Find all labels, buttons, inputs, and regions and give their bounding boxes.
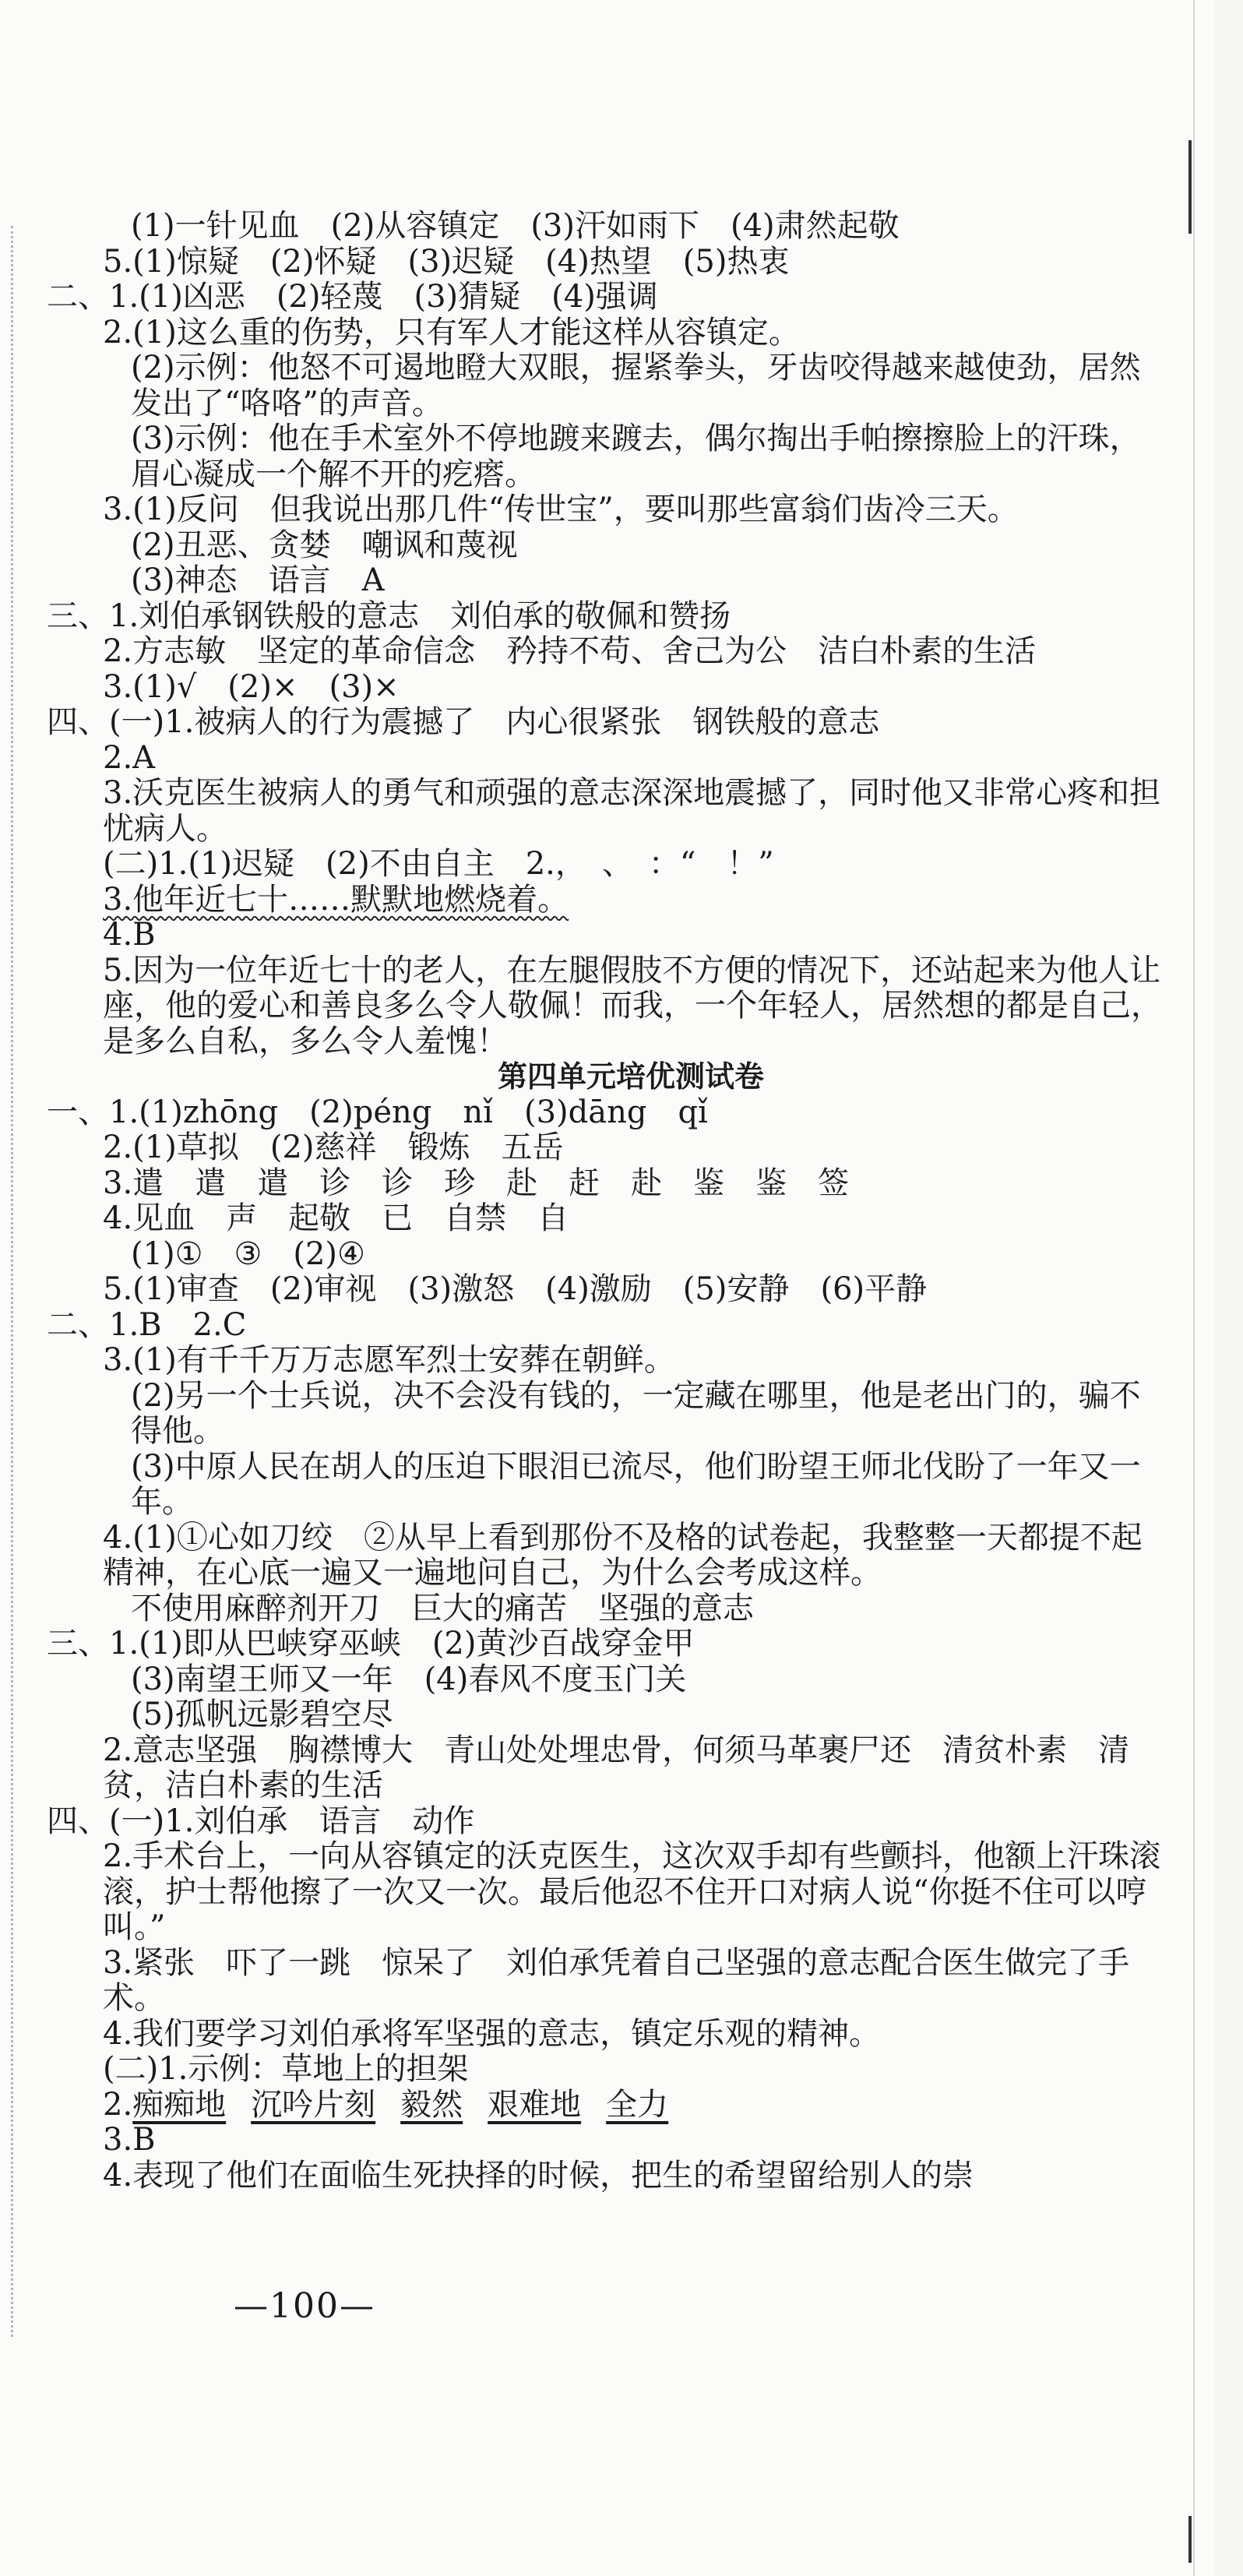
section-heading-line: 二、1.(1)凶恶 (2)轻蔑 (3)猜疑 (4)强调 — [47, 279, 658, 315]
section-title: 第四单元培优测试卷 — [497, 1059, 764, 1094]
answer-paragraph: (2)示例：他怒不可遏地瞪大双眼，握紧拳头，牙齿咬得越来越使劲，居然发出了“咯咯”的声音。 — [131, 350, 1141, 421]
wavy-underlined-quote: 3.他年近七十……默默地燃烧着。 — [103, 881, 569, 918]
underlined-word: 痴痴地 — [132, 2086, 227, 2123]
answer-line: 3.B — [103, 2122, 156, 2158]
underlined-word: 沉吟片刻 — [251, 2086, 376, 2123]
answer-paragraph: 3.(1)反问 但我说出那几件“传世宝”，要叫那些富翁们齿冷三天。 — [103, 492, 1019, 527]
answer-paragraph: 3.紧张 吓了一跳 惊呆了 刘伯承凭着自己坚强的意志配合医生做完了手术。 — [103, 1944, 1130, 2016]
answer-line: 5.(1)审查 (2)审视 (3)激怒 (4)激励 (5)安静 (6)平静 — [103, 1271, 928, 1307]
answer-paragraph: 5.因为一位年近七十的老人，在左腿假肢不方便的情况下，还站起来为他人让座，他的爱心和善良多么令人敬佩！而我，一个年轻人，居然想的都是自己，是多么自私，多么令人羞愧！ — [103, 952, 1162, 1059]
answer-line — [47, 883, 1168, 918]
answer-line: 4.见血 声 起敬 已 自禁 自 — [103, 1200, 569, 1236]
answer-line: 2.A — [103, 739, 156, 776]
item-number: 2. — [103, 2086, 133, 2123]
answer-paragraph: (3)中原人民在胡人的压迫下眼泪已流尽，他们盼望王师北伐盼了一年又一年。 — [131, 1448, 1141, 1520]
answer-line: 不使用麻醉剂开刀 巨大的痛苦 坚强的意志 — [131, 1590, 754, 1626]
underlined-word: 毅然 — [400, 2086, 463, 2123]
answer-line: (3)神态 语言 A — [131, 562, 385, 598]
underlined-word: 全力 — [606, 2086, 669, 2123]
answer-paragraph: 3.沃克医生被病人的勇气和顽强的意志深深地震撼了，同时他又非常心疼和担忧病人。 — [103, 775, 1161, 847]
answer-line: 4.表现了他们在面临生死抉择的时候，把生的希望留给别人的崇 — [103, 2157, 974, 2194]
section-heading-line: 三、1.刘伯承钢铁般的意志 刘伯承的敬佩和赞扬 — [47, 597, 731, 634]
section-heading-line: 四、(一)1.被病人的行为震撼了 内心很紧张 钢铁般的意志 — [47, 704, 880, 740]
answer-text — [47, 209, 1168, 2194]
section-heading-line: 二、1.B 2.C — [47, 1306, 247, 1343]
answer-line: (二)1.示例：草地上的担架 — [103, 2051, 469, 2087]
answer-line: 2.(1)这么重的伤势，只有军人才能这样从容镇定。 — [103, 314, 800, 351]
answer-line: 3.遣 遣 遣 诊 诊 珍 赴 赶 赴 鉴 鉴 签 — [103, 1165, 850, 1201]
answer-paragraph: (2)另一个士兵说，决不会没有钱的，一定藏在哪里，他是老出门的，骗不得他。 — [131, 1377, 1141, 1449]
answer-line: (3)南望王师又一年 (4)春风不度玉门关 — [131, 1661, 687, 1697]
answer-line: 2.(1)草拟 (2)慈祥 锻炼 五岳 — [103, 1129, 564, 1165]
answer-paragraph: (3)示例：他在手术室外不停地踱来踱去，偶尔掏出手帕擦擦脸上的汗珠，眉心凝成一个解不开的疙瘩。 — [131, 421, 1141, 492]
page-number: —100— — [234, 2286, 375, 2326]
section-heading-line: 三、1.(1)即从巴峡穿巫峡 (2)黄沙百战穿金甲 — [47, 1626, 695, 1662]
answer-line — [47, 2088, 1168, 2123]
answer-line: (2)丑恶、贪婪 嘲讽和蔑视 — [131, 527, 518, 563]
answer-paragraph: 2.手术台上，一向从容镇定的沃克医生，这次双手却有些颤抖，他额上汗珠滚滚，护士帮他擦了一次又一次。最后他忍不住开口对病人说“你挺不住可以哼叫。” — [103, 1838, 1161, 1945]
answer-line: (1)① ③ (2)④ — [131, 1235, 365, 1272]
section-heading-line: 一、1.(1)zhōng (2)péng nǐ (3)dāng qǐ — [47, 1094, 708, 1130]
answer-line: (5)孤帆远影碧空尽 — [131, 1697, 393, 1732]
answer-line: 4.我们要学习刘伯承将军坚强的意志，镇定乐观的精神。 — [103, 2015, 881, 2052]
edge-mark — [1188, 140, 1192, 234]
answer-line: 4.B — [103, 917, 156, 953]
page-edge — [1193, 0, 1195, 2576]
answer-line: (二)1.(1)迟疑 (2)不由自主 2.， 、 ：“ ！” — [103, 846, 774, 882]
answer-line: (1)一针见血 (2)从容镇定 (3)汗如雨下 (4)肃然起敬 — [131, 208, 900, 244]
answer-line: 5.(1)惊疑 (2)怀疑 (3)迟疑 (4)热望 (5)热衷 — [103, 243, 790, 280]
edge-mark — [1188, 2516, 1192, 2563]
answer-paragraph: 2.意志坚强 胸襟博大 青山处处埋忠骨，何须马革裹尸还 清贫朴素 清贫，洁白朴素的生活 — [103, 1732, 1130, 1803]
answer-paragraph: 4.(1)①心如刀绞 ②从早上看到那份不及格的试卷起，我整整一天都提不起精神，在心底一遍又一遍地问自己，为什么会考成这样。 — [103, 1519, 1143, 1591]
answer-line: 3.(1)√ (2)× (3)× — [103, 668, 400, 705]
underlined-word: 艰难地 — [488, 2086, 582, 2123]
section-heading-line: 四、(一)1.刘伯承 语言 动作 — [47, 1802, 475, 1839]
binding-dotted-line — [11, 226, 13, 2337]
answer-line: 3.(1)有千千万万志愿军烈士安葬在朝鲜。 — [103, 1342, 675, 1378]
answer-paragraph: 2.方志敏 坚定的革命信念 矜持不苟、舍己为公 洁白朴素的生活 — [103, 633, 1037, 669]
